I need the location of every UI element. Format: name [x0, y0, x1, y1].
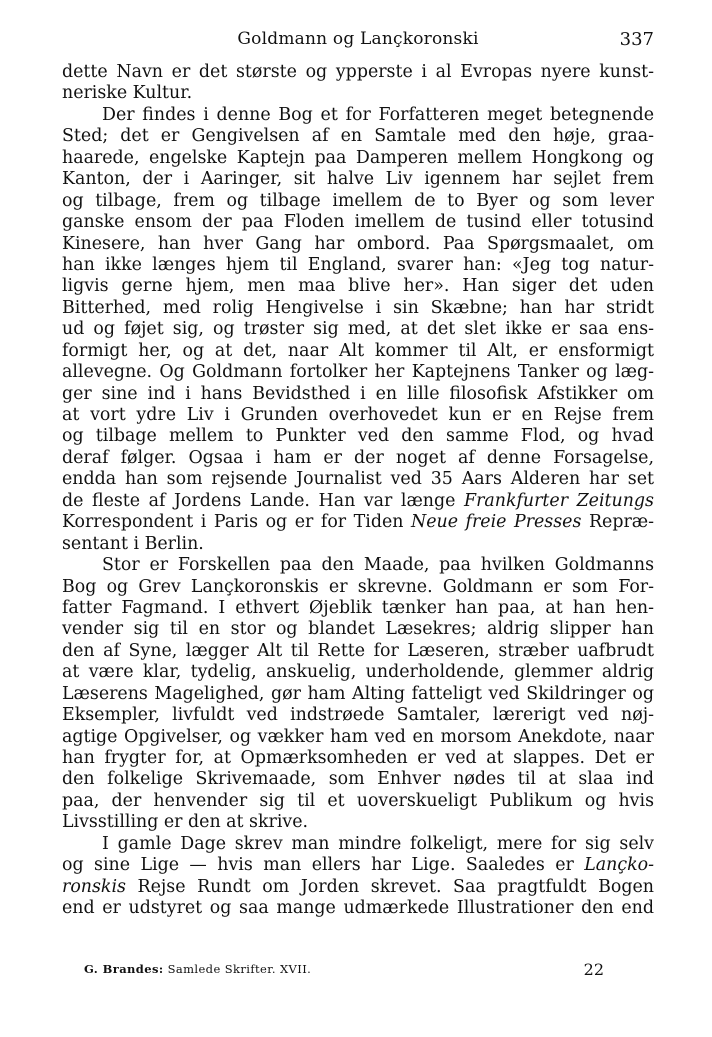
text-line: [62, 748, 654, 769]
text-line: [62, 341, 654, 362]
line-text: end er udstyret og saa mange udmærkede Illustrationer den end: [62, 898, 654, 919]
line-text: ganske ensom der paa Floden imellem de tusind eller totusind: [62, 212, 654, 233]
text-line: [62, 255, 654, 276]
text-line: [62, 619, 654, 640]
text-line: [62, 727, 654, 748]
italic-title: ronskis: [62, 876, 126, 897]
line-text: haarede, engelske Kaptejn paa Damperen mellem Hongkong og: [62, 147, 654, 168]
line-text: I gamle Dage skrev man mindre folkeligt, mere for sig selv: [102, 833, 654, 854]
text-line: [62, 834, 654, 855]
line-text: Bitterhed, med rolig Hengivelse i sin Skæbne; han har stridt: [62, 297, 654, 318]
text-line: [62, 126, 654, 147]
line-text: han ikke længes hjem til England, svarer han: «Jeg tog natur-: [62, 254, 654, 275]
text-line: [62, 812, 654, 833]
line-text: Kinesere, han hver Gang har ombord. Paa Spørgsmaalet, om: [62, 233, 654, 254]
signature-title: Samlede Skrifter. XVII.: [167, 962, 312, 976]
text-line: [62, 877, 654, 898]
line-text: Eksempler, livfuldt ved indstrøede Samtaler, lærerigt ved nøj-: [62, 705, 654, 726]
line-text: Kanton, der i Aaringer, sit halve Liv igennem har sejlet frem: [62, 169, 654, 190]
text-line: [62, 469, 654, 490]
line-text: og tilbage, frem og tilbage imellem de to Byer og som lever: [62, 190, 654, 211]
page-footer: [84, 962, 604, 982]
text-line: [62, 169, 654, 190]
line-text: at være klar, tydelig, anskuelig, underholdende, glemmer aldrig: [62, 662, 654, 683]
text-line: [62, 705, 654, 726]
line-text: paa, der henvender sig til et uoverskueligt Publikum og hvis: [62, 790, 654, 811]
printer-signature: [84, 962, 311, 976]
text-line: [62, 512, 654, 533]
text-line: [62, 384, 654, 405]
text-line: [62, 491, 654, 512]
text-line: [62, 577, 654, 598]
line-text: Korrespondent i Paris og er for Tiden: [62, 512, 411, 533]
line-text: deraf følger. Ogsaa i ham er der noget af denne Forsagelse,: [62, 447, 654, 468]
italic-title: Lançko-: [584, 855, 654, 876]
line-text: den folkelige Skrivemaade, som Enhver nødes til at slaa ind: [62, 769, 654, 790]
line-text-after: Rejse Rundt om Jorden skrevet. Saa pragtfuldt Bogen: [125, 876, 654, 897]
body-text: [62, 62, 654, 920]
signature-label: G. Brandes:: [84, 962, 164, 976]
text-line: [62, 362, 654, 383]
text-line: [62, 83, 654, 104]
running-title: Goldmann og Lançkoronski: [237, 29, 479, 49]
line-text: dette Navn er det største og ypperste i al Evropas nyere kunst-: [62, 62, 654, 82]
line-text: endda han som rejsende Journalist ved 35 Aars Alderen har set: [62, 469, 654, 490]
line-text: og sine Lige — hvis man ellers har Lige. Saaledes er: [62, 855, 585, 876]
text-line: [62, 191, 654, 212]
line-text: Stor er Forskellen paa den Maade, paa hvilken Goldmanns: [102, 555, 654, 576]
page-header: [62, 26, 654, 56]
text-line: [62, 212, 654, 233]
line-text: Bog og Grev Lançkoronskis er skrevne. Goldmann er som For-: [62, 576, 654, 597]
text-line: [62, 426, 654, 447]
line-text: den af Syne, lægger Alt til Rette for Læseren, stræber uafbrudt: [62, 640, 654, 661]
line-text: ger sine ind i hans Bevidsthed i en lille filosofisk Afstikker om: [62, 383, 654, 404]
line-text: sentant i Berlin.: [62, 533, 204, 554]
text-line: [62, 298, 654, 319]
line-text: vender sig til en stor og blandet Læsekres; aldrig slipper han: [62, 619, 654, 640]
line-text: Sted; det er Gengivelsen af en Samtale med den høje, graa-: [62, 126, 654, 147]
text-line: [62, 555, 654, 576]
text-line: [62, 276, 654, 297]
text-line: [62, 662, 654, 683]
line-text: fatter Fagmand. I ethvert Øjeblik tænker han paa, at han hen-: [62, 597, 654, 618]
text-line: [62, 598, 654, 619]
signature-mark: 22: [583, 960, 604, 979]
text-line: [62, 855, 654, 876]
line-text: at vort ydre Liv i Grunden overhovedet kun er en Rejse frem: [62, 405, 654, 425]
text-line: [62, 684, 654, 705]
text-line: [62, 405, 654, 426]
line-text: neriske Kultur.: [62, 83, 193, 104]
text-line: [62, 62, 654, 83]
line-text: allevegne. Og Goldmann fortolker her Kaptejnens Tanker og læg-: [62, 362, 654, 383]
line-text: agtige Opgivelser, og vækker ham ved en morsom Anekdote, naar: [62, 726, 654, 747]
line-text: ligvis gerne hjem, men maa blive her». Han siger det uden: [62, 276, 654, 297]
line-text: Livsstilling er den at skrive.: [62, 812, 309, 833]
line-text: Der findes i denne Bog et for Forfatteren meget betegnende: [102, 104, 654, 125]
line-text: ud og føjet sig, og trøster sig med, at det slet ikke er saa ens-: [62, 319, 654, 340]
italic-title: Neue freie Presses: [411, 512, 582, 533]
text-line: [62, 448, 654, 469]
text-line: [62, 105, 654, 126]
line-text-after: Repræ-: [581, 512, 654, 533]
text-line: [62, 898, 654, 919]
text-line: [62, 641, 654, 662]
line-text: formigt her, og at det, naar Alt kommer til Alt, er ensformigt: [62, 340, 654, 361]
line-text: og tilbage mellem to Punkter ved den samme Flod, og hvad: [62, 426, 654, 447]
italic-title: Frankfurter Zeitungs: [464, 490, 654, 511]
text-line: [62, 234, 654, 255]
text-line: [62, 148, 654, 169]
text-line: [62, 319, 654, 340]
text-line: [62, 791, 654, 812]
text-line: [62, 534, 654, 555]
text-line: [62, 769, 654, 790]
line-text: Læserens Magelighed, gør ham Alting fatteligt ved Skildringer og: [62, 683, 654, 704]
page-number: 337: [619, 29, 654, 50]
line-text: de fleste af Jordens Lande. Han var længe: [62, 490, 464, 511]
line-text: han frygter for, at Opmærksomheden er ved at slappes. Det er: [62, 748, 654, 768]
